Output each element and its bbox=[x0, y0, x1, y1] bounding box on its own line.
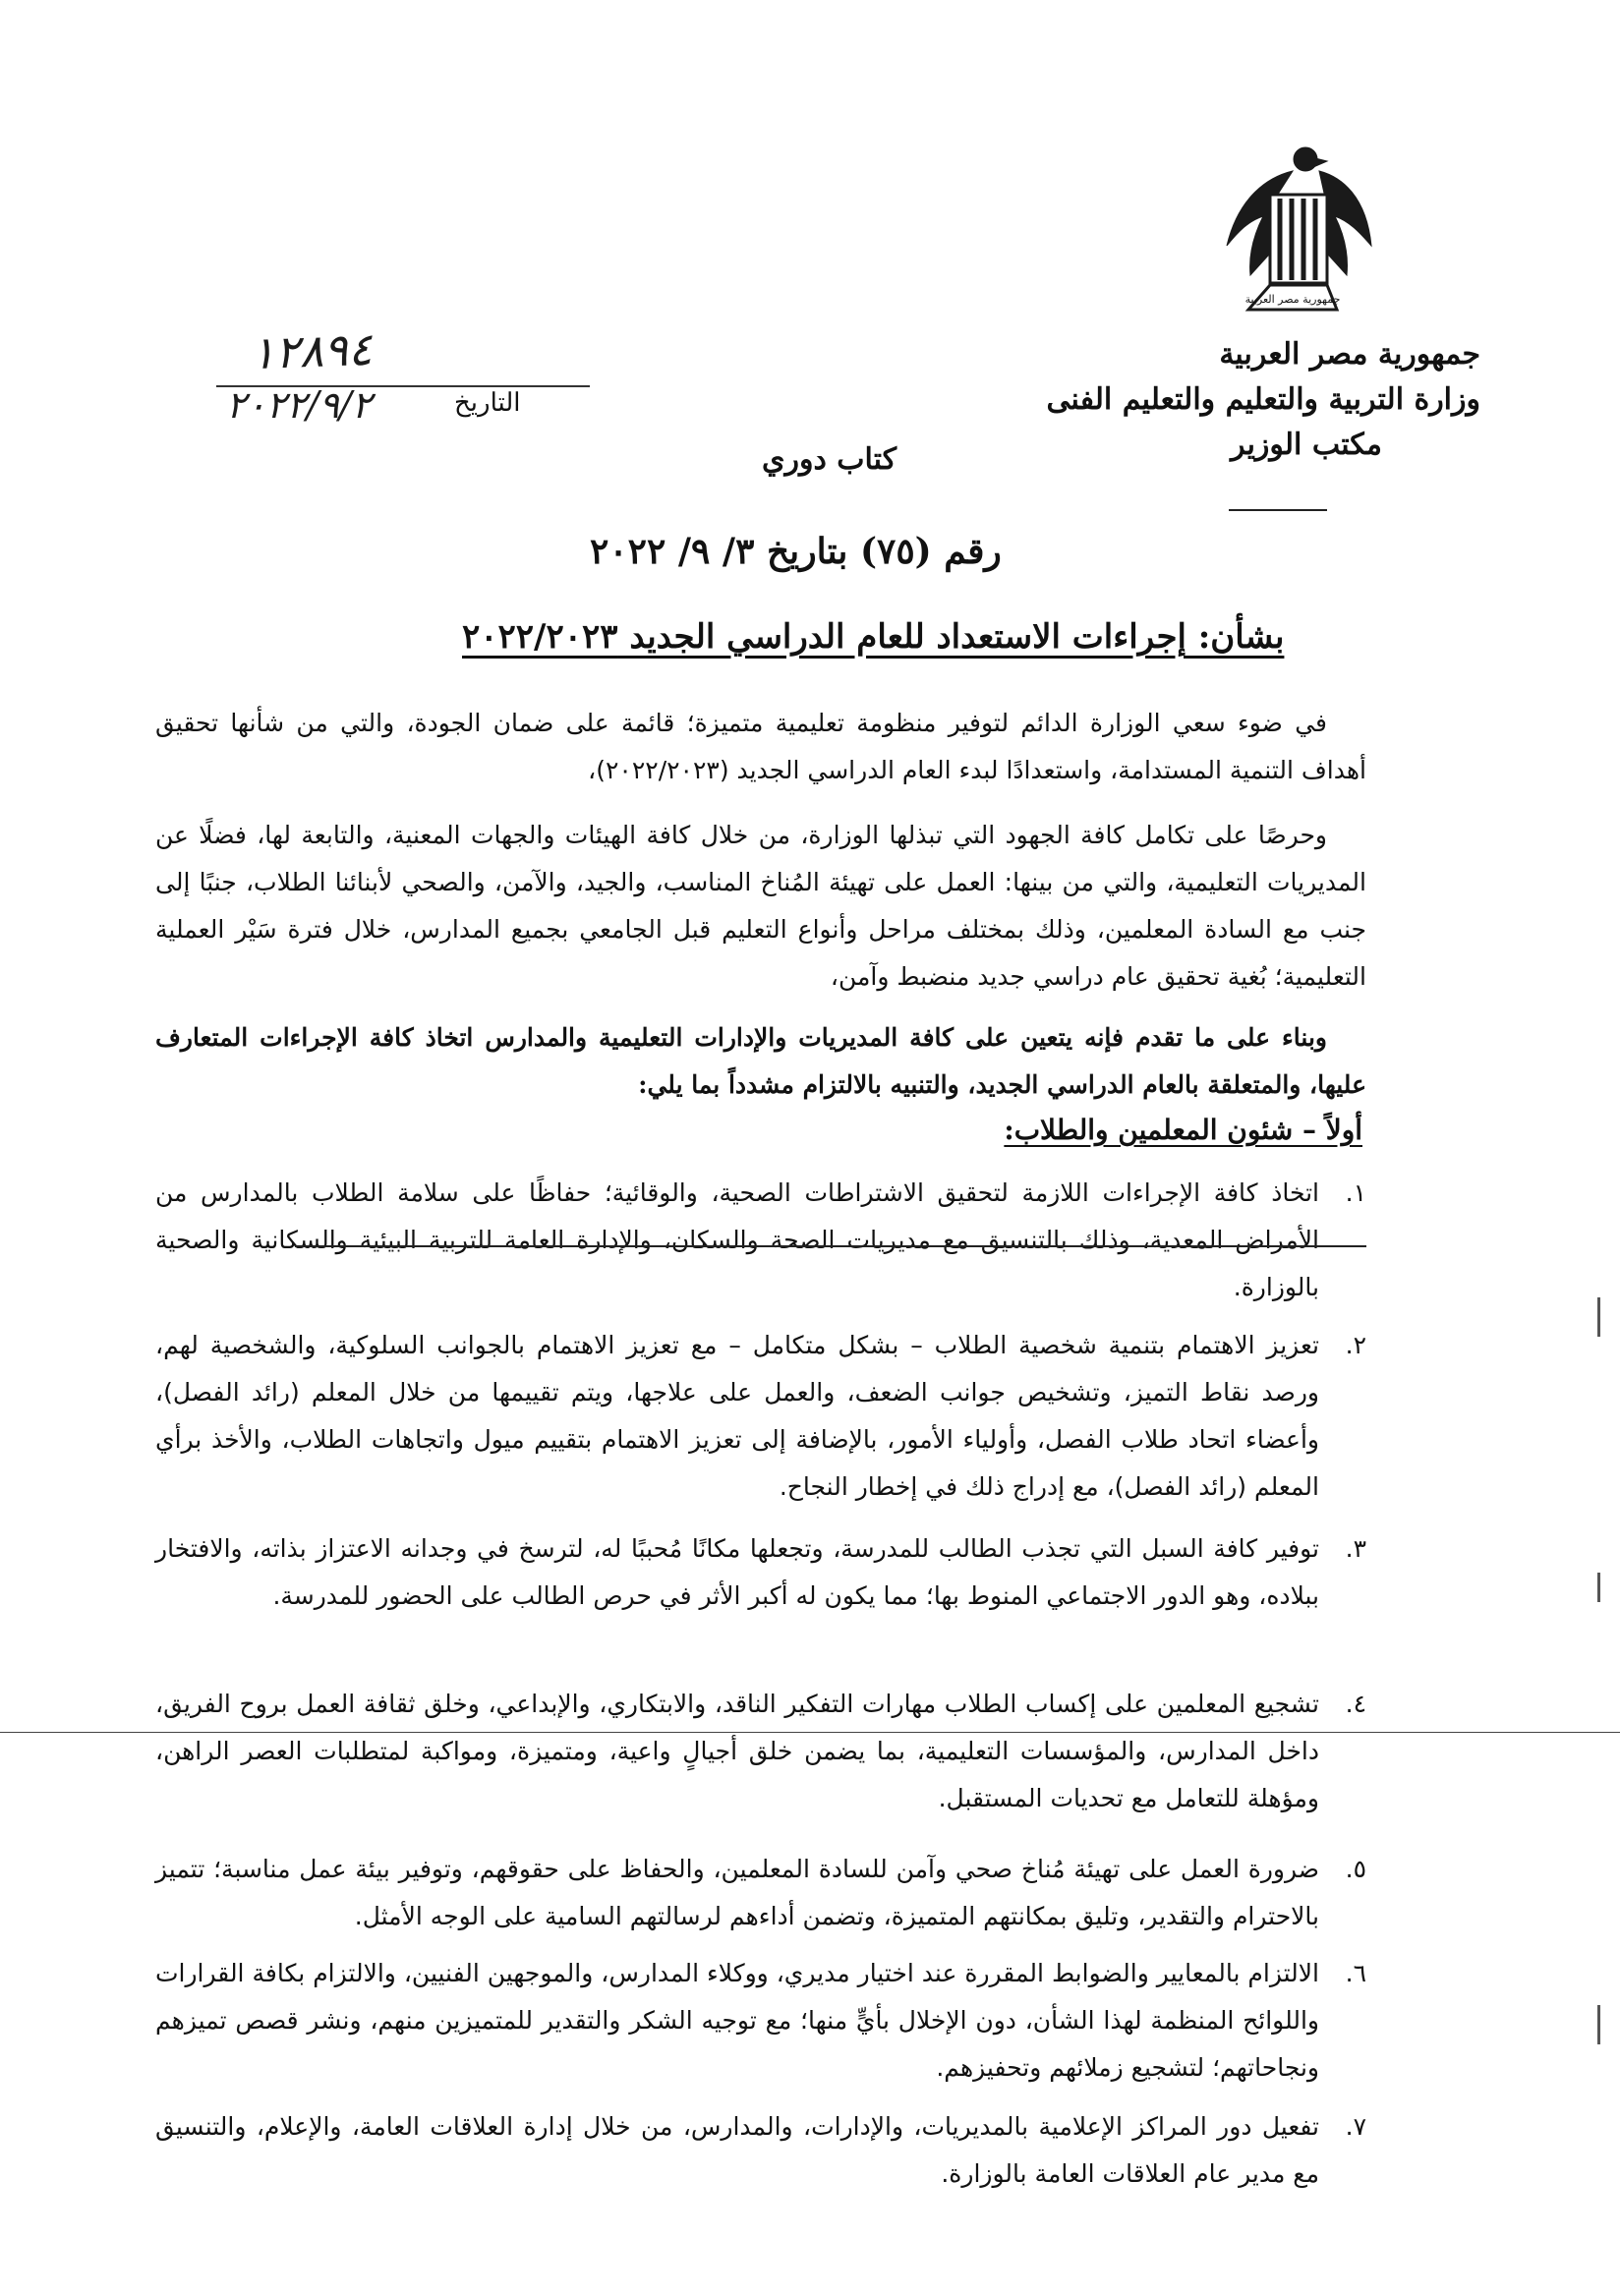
list-item bbox=[155, 1950, 1366, 2097]
item-number: ٦. bbox=[1345, 1959, 1366, 1987]
list-item bbox=[155, 1170, 1366, 1317]
intro-paragraph-3 bbox=[155, 1014, 1366, 1109]
intro-paragraph-2-text: وحرصًا على تكامل كافة الجهود التي تبذلها الوزارة، من خلال كافة الهيئات والجهات المعنية، والتابعة لها، فضلًا عن المديريات التعليمية، والتي من بينها: العمل على تهيئة المُناخ المناسب، والجيد، والآمن، والصحي لأبنائنا الطلاب، جنبًا إلى جنب مع السادة المعلمين، وذلك بمختلف مراحل وأنواع التعليم قبل الجامعي بجميع المدارس، خلال فترة سَيْر العملية التعليمية؛ بُغية تحقيق عام دراسي جديد منضبط وآمن، bbox=[155, 821, 1366, 991]
item-number: ٥. bbox=[1345, 1855, 1366, 1883]
ministry-divider bbox=[1229, 509, 1327, 511]
scan-margin-mark bbox=[1597, 1297, 1618, 1337]
scan-artifact-line bbox=[0, 1732, 1620, 1733]
item-number: ١. bbox=[1345, 1178, 1366, 1207]
reference-line: رقم (٧٥) بتاريخ ٣/ ٩/ ٢٠٢٢ bbox=[590, 531, 1002, 572]
list-item bbox=[155, 1846, 1366, 1946]
item-number: ٧. bbox=[1345, 2112, 1366, 2141]
scan-margin-mark bbox=[1597, 1573, 1618, 1602]
incoming-number: ١٢٨٩٤ bbox=[250, 321, 374, 380]
item-text: تشجيع المعلمين على إكساب الطلاب مهارات التفكير الناقد، والابتكاري، والإبداعي، وخلق ثقافة العمل بروح الفريق، داخل المدارس، والمؤسسات التعليمية، بما يضمن خلق أجيالٍ واعية، ومتميزة، ومواكبة لمتطلبات العصر الراهن، ومؤهلة للتعامل مع تحديات المستقبل. bbox=[155, 1690, 1319, 1812]
incoming-date: ٢٠٢٢/٩/٢ bbox=[226, 383, 373, 427]
intro-paragraph-3-text: وبناء على ما تقدم فإنه يتعين على كافة المديريات والإدارات التعليمية والمدارس اتخاذ كافة الإجراءات المتعارف عليها، والمتعلقة بالعام الدراسي الجديد، والتنبيه بالالتزام مشدداً بما يلي: bbox=[155, 1023, 1366, 1099]
ministry-line-2: وزارة التربية والتعليم والتعليم الفنى bbox=[1046, 382, 1480, 417]
ministry-line-3: مكتب الوزير bbox=[1231, 428, 1382, 462]
item-text: توفير كافة السبل التي تجذب الطالب للمدرسة، وتجعلها مكانًا مُحببًا له، لترسخ في وجدانه الاعتزاز بذاته، والافتخار ببلاده، وهو الدور الاجتماعي المنوط بها؛ مما يكون له أكبر الأثر في حرص الطالب على الحضور للمدرسة. bbox=[155, 1534, 1319, 1610]
item-number: ٤. bbox=[1345, 1690, 1366, 1718]
list-item bbox=[155, 2103, 1366, 2204]
item-text: ضرورة العمل على تهيئة مُناخ صحي وآمن للسادة المعلمين، والحفاظ على حقوقهم، وتوفير بيئة عمل مناسبة؛ تتميز بالاحترام والتقدير، وتليق بمكانتهم المتميزة، وتضمن أداءهم لرسالتهم السامية على الوجه الأمثل. bbox=[155, 1855, 1319, 1930]
scan-margin-mark bbox=[1597, 2005, 1618, 2044]
intro-paragraph-2 bbox=[155, 812, 1366, 1001]
item-text: تفعيل دور المراكز الإعلامية بالمديريات، والإدارات، والمدارس، من خلال إدارة العلاقات العامة، والإعلام، والتنسيق مع مدير عام العلاقات العامة بالوزارة. bbox=[155, 2112, 1319, 2188]
list-item bbox=[155, 1322, 1366, 1517]
ministry-line-1: جمهورية مصر العربية bbox=[1219, 337, 1480, 372]
item-number: ٢. bbox=[1345, 1331, 1366, 1359]
item-text: اتخاذ كافة الإجراءات اللازمة لتحقيق الاشتراطات الصحية، والوقائية؛ حفاظًا على سلامة الطلاب بالمدارس من الأمراض المعدية، وذلك بالتنسيق مع مديريات الصحة والسكان، والإدارة العامة للتربية البيئية والسكانية والصحية بالوزارة. bbox=[155, 1178, 1319, 1301]
subject-line: بشأن: إجراءات الاستعداد للعام الدراسي الجديد ٢٠٢٢/٢٠٢٣ bbox=[462, 617, 1285, 657]
item-text: تعزيز الاهتمام بتنمية شخصية الطلاب – بشكل متكامل – مع تعزيز الاهتمام بالجوانب السلوكية، والشخصية لهم، ورصد نقاط التميز، وتشخيص جوانب الضعف، والعمل على علاجها، ويتم تقييمها من خلال المعلم (رائد الفصل)، وأعضاء اتحاد طلاب الفصل، وأولياء الأمور، بالإضافة إلى تعزيز الاهتمام بتقييم ميول واتجاهات الطلاب، والأخذ برأي المعلم (رائد الفصل)، مع إدراج ذلك في إخطار النجاح. bbox=[155, 1331, 1319, 1501]
list-item bbox=[155, 1681, 1366, 1828]
section-1-title: أولاً – شئون المعلمين والطلاب: bbox=[1004, 1114, 1362, 1146]
list-item bbox=[155, 1525, 1366, 1626]
item-number: ٣. bbox=[1345, 1534, 1366, 1563]
document-type: كتاب دوري bbox=[762, 442, 897, 477]
date-label: التاريخ bbox=[454, 388, 521, 418]
intro-paragraph-1 bbox=[155, 700, 1366, 794]
eagle-emblem-icon bbox=[1209, 138, 1376, 329]
ministry-block bbox=[1046, 332, 1480, 468]
item-text: الالتزام بالمعايير والضوابط المقررة عند اختيار مديري، ووكلاء المدارس، والموجهين الفنيين، والالتزام بكافة القرارات واللوائح المنظمة لهذا الشأن، دون الإخلال بأيٍّ منها؛ مع توجيه الشكر والتقدير للمتميزين منهم، ونشر قصص تميزهم ونجاحاتهم؛ لتشجيع زملائهم وتحفيزهم. bbox=[155, 1959, 1319, 2082]
emblem-caption: جمهورية مصر العربية bbox=[1244, 293, 1341, 306]
intro-paragraph-1-text: في ضوء سعي الوزارة الدائم لتوفير منظومة تعليمية متميزة؛ قائمة على ضمان الجودة، والتي من شأنها تحقيق أهداف التنمية المستدامة، واستعدادًا لبدء العام الدراسي الجديد (٢٠٢٢/٢٠٢٣)، bbox=[155, 709, 1366, 784]
strikethrough-line bbox=[295, 1245, 1366, 1247]
